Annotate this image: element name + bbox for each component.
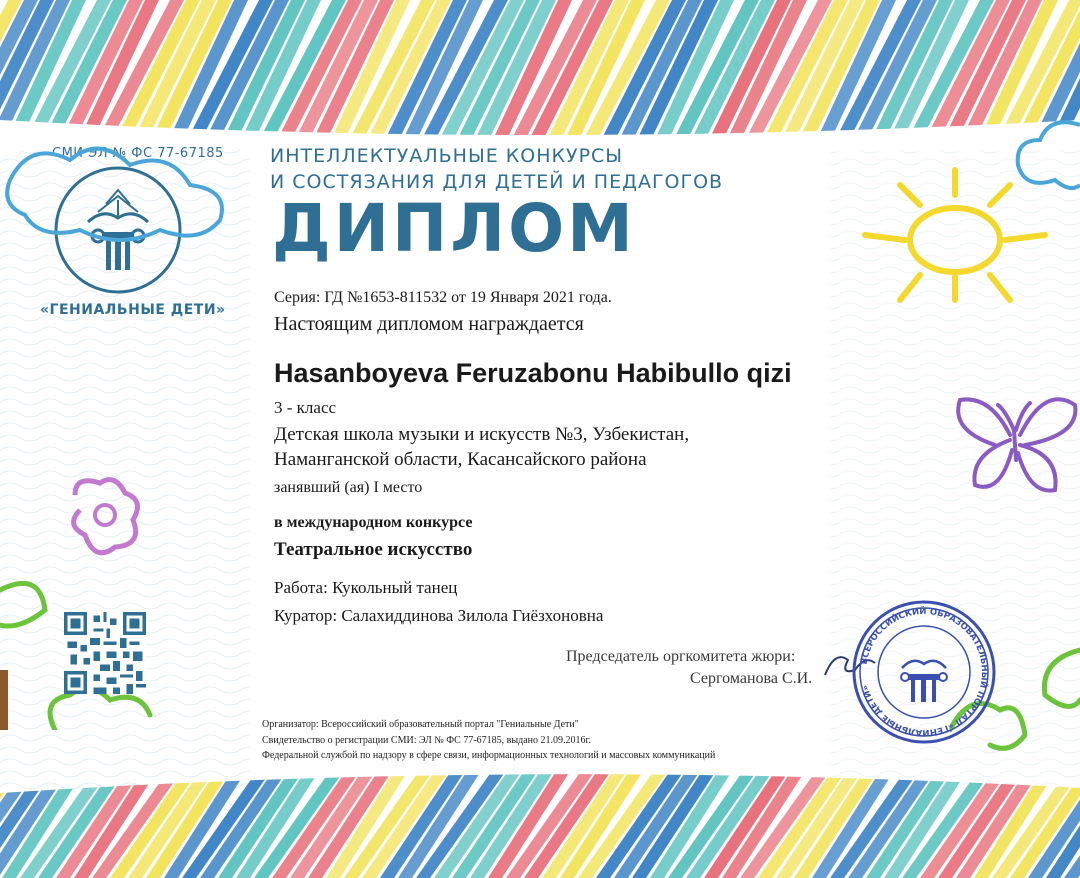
stamp-outer-text: ВСЕРОССИЙСКИЙ ОБРАЗОВАТЕЛЬНЫЙ ПОРТАЛ «ГЕНИАЛЬНЫЕ ДЕТИ» (859, 606, 990, 738)
qr-code (64, 612, 146, 694)
cloud-drawing-right (1010, 115, 1080, 195)
jury-chair-name: Сергоманова С.И. (690, 670, 813, 687)
flower-drawing (65, 475, 145, 565)
header-line-1: ИНТЕЛЛЕКТУАЛЬНЫЕ КОНКУРСЫ (270, 145, 624, 167)
header-subtitle (270, 143, 723, 195)
work-title: Работа: Кукольный танец (274, 578, 458, 597)
curator-name: Куратор: Салахиддинова Зилола Гиёзхоновна (274, 606, 604, 625)
diploma-title: ДИПЛОМ (272, 190, 636, 267)
school-line-2: Наманганской области, Касансайского района (274, 449, 647, 470)
diploma-series: Серия: ГД №1653-811532 от 19 Января 2021 года. (274, 289, 612, 306)
footer-organizer: Организатор: Всероссийский образовательный портал "Гениальные Дети" (262, 719, 579, 730)
recipient-name: Hasanboyeva Feruzabonu Habibullo qizi (274, 358, 792, 388)
footer-registration: Свидетельство о регистрации СМИ: ЭЛ № ФС 77-67185, выдано 21.09.2016г. (262, 735, 591, 746)
top-decorative-band (0, 0, 1080, 150)
place-text: занявший (ая) I место (274, 479, 423, 496)
jury-chair-role: Председатель оргкомитета жюри: (566, 648, 796, 665)
bottom-decorative-band (0, 768, 1080, 878)
contest-type: в международном конкурсе (274, 514, 473, 531)
butterfly-drawing (950, 375, 1080, 505)
school-line-1: Детская школа музыки и искусств №3, Узбекистан, (274, 424, 690, 445)
logo-caption: «ГЕНИАЛЬНЫЕ ДЕТИ» (40, 302, 226, 318)
contest-name: Театральное искусство (274, 539, 473, 560)
recipient-grade: 3 - класс (274, 398, 337, 417)
official-stamp (850, 598, 998, 746)
cloud-drawing-left (0, 140, 250, 250)
registration-number: СМИ ЭЛ № ФС 77-67185 (52, 146, 224, 161)
header-line-2: И СОСТЯЗАНИЯ ДЛЯ ДЕТЕЙ И ПЕДАГОГОВ (270, 171, 724, 193)
footer-authority: Федеральной службой по надзору в сфере связи, информационных технологий и массовых коммуникаций (262, 750, 716, 761)
awarded-text: Настоящим дипломом награждается (274, 313, 584, 335)
